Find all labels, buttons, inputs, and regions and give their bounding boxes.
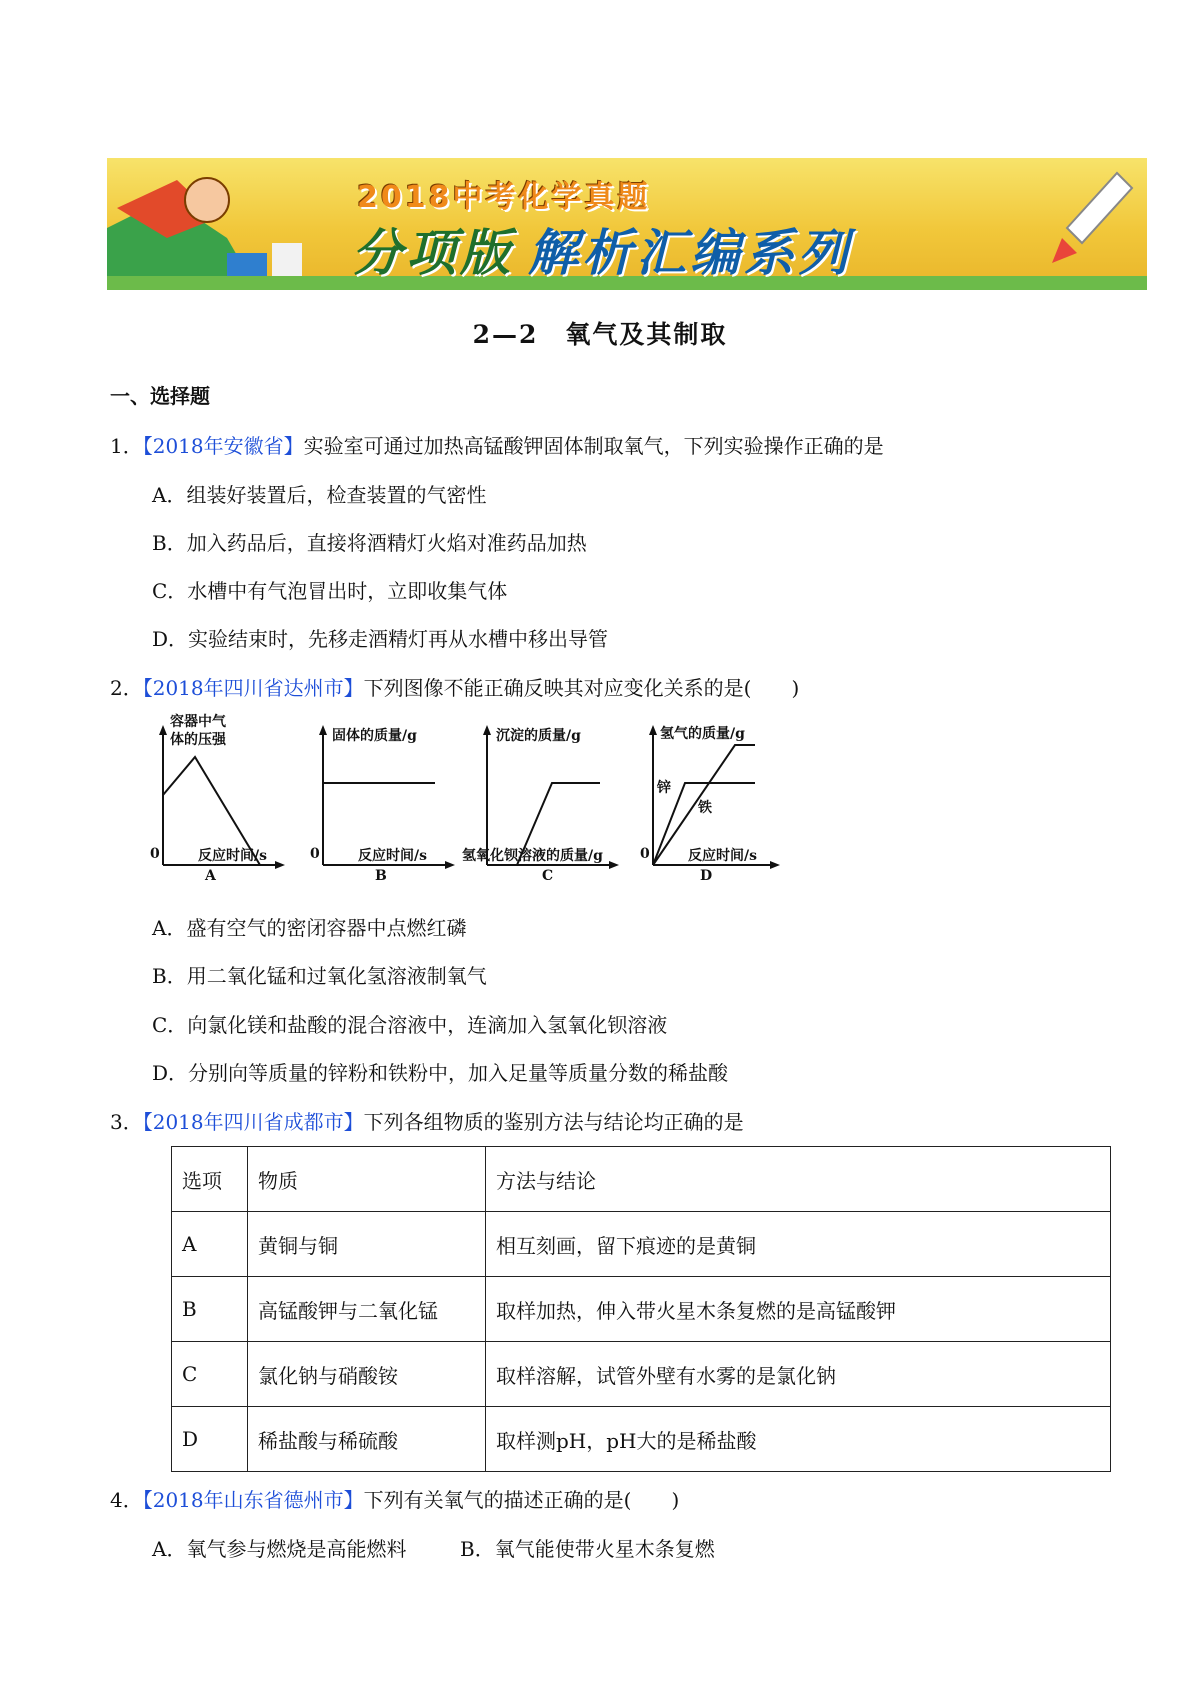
comparison-table [171,1146,1111,1472]
question-4 [110,1484,679,1513]
question-text: 实验室可通过加热高锰酸钾固体制取氧气，下列实验操作正确的是 [303,434,884,458]
graph-a [150,710,290,894]
graph-c [462,710,642,894]
question-text: 下列图像不能正确反映其对应变化关系的是( ) [363,676,800,700]
table-row [172,1407,1111,1472]
graph-d-iron-label: 铁 [698,800,712,816]
graph-a-ylabel-line1: 容器中气 [170,714,226,730]
table-row [172,1342,1111,1407]
option-b: B．加入药品后，直接将酒精灯火焰对准药品加热 [152,531,587,555]
table-row [172,1212,1111,1277]
table-cell: 取样加热，伸入带火星木条复燃的是高锰酸钾 [486,1277,1111,1342]
banner-title-part-b: 解析汇编系列 [528,224,852,282]
option-d: D．实验结束时，先移走酒精灯再从水槽中移出导管 [152,627,609,651]
question-source: 【2018年山东省德州市】 [142,1488,364,1512]
table-cell: B [172,1277,248,1342]
graph-b-origin: 0 [310,846,320,862]
table-cell: 稀盐酸与稀硫酸 [248,1407,486,1472]
question-number: 1． [110,434,143,458]
question-number: 4． [110,1488,143,1512]
question-1 [110,430,884,459]
question-text: 下列各组物质的鉴别方法与结论均正确的是 [363,1110,744,1134]
question-source: 【2018年四川省成都市】 [142,1110,364,1134]
question-text: 下列有关氧气的描述正确的是( ) [363,1488,680,1512]
table-cell: C [172,1342,248,1407]
graph-c-ylabel: 沉淀的质量/g [496,728,581,744]
question-3 [110,1106,744,1135]
banner-title-part-a: 分项版 [352,224,514,282]
graph-a-tag: A [205,868,216,884]
graph-c-tag: C [542,868,554,884]
graph-c-xlabel: 氢氧化钡溶液的质量/g [462,848,603,864]
question-source: 【2018年四川省达州市】 [142,676,364,700]
graph-d-ylabel: 氢气的质量/g [660,726,745,742]
question-number: 2． [110,676,143,700]
graph-b [310,710,460,894]
option-c: C．水槽中有气泡冒出时，立即收集气体 [152,579,508,603]
table-header-row [172,1147,1111,1212]
option-c: C．向氯化镁和盐酸的混合溶液中，连滴加入氢氧化钡溶液 [152,1013,668,1037]
graph-b-tag: B [375,868,387,884]
banner-title-line1: 2018中考化学真题 [357,180,651,215]
table-cell: A [172,1212,248,1277]
option-a: A．盛有空气的密闭容器中点燃红磷 [152,916,467,940]
table-header-cell: 方法与结论 [486,1147,1111,1212]
graph-a-ylabel-line2: 体的压强 [170,732,226,748]
question-2 [110,672,799,701]
table-cell: 高锰酸钾与二氧化锰 [248,1277,486,1342]
graph-b-ylabel: 固体的质量/g [332,728,417,744]
graph-b-xlabel: 反应时间/s [358,848,427,864]
table-cell: 取样测pH，pH大的是稀盐酸 [486,1407,1111,1472]
question-number: 3． [110,1110,143,1134]
graph-a-xlabel: 反应时间/s [198,848,267,864]
graph-a-origin: 0 [150,846,160,862]
table-cell: D [172,1407,248,1472]
table-cell: 相互刻画，留下痕迹的是黄铜 [486,1212,1111,1277]
option-a: A．氧气参与燃烧是高能燃料 [152,1537,407,1561]
banner [107,158,1147,290]
option-b: B．氧气能使带火星木条复燃 [460,1537,715,1561]
table-header-cell: 物质 [248,1147,486,1212]
table-cell: 黄铜与铜 [248,1212,486,1277]
question-source: 【2018年安徽省】 [142,434,304,458]
graph-d-origin: 0 [640,846,650,862]
table-row [172,1277,1111,1342]
table-cell: 取样溶解，试管外壁有水雾的是氯化钠 [486,1342,1111,1407]
graph-d-tag: D [700,868,713,884]
option-b: B．用二氧化锰和过氧化氢溶液制氧气 [152,964,487,988]
table-cell: 氯化钠与硝酸铵 [248,1342,486,1407]
banner-title-line2 [352,213,852,285]
table-header-cell: 选项 [172,1147,248,1212]
option-a: A．组装好装置后，检查装置的气密性 [152,483,487,507]
graph-d-zinc-label: 锌 [657,780,671,796]
section-heading: 一、选择题 [110,384,210,408]
graph-d [640,710,790,894]
document-title: 2—2 氧气及其制取 [472,320,728,349]
graph-d-xlabel: 反应时间/s [688,848,757,864]
option-d: D．分别向等质量的锌粉和铁粉中，加入足量等质量分数的稀盐酸 [152,1061,729,1085]
